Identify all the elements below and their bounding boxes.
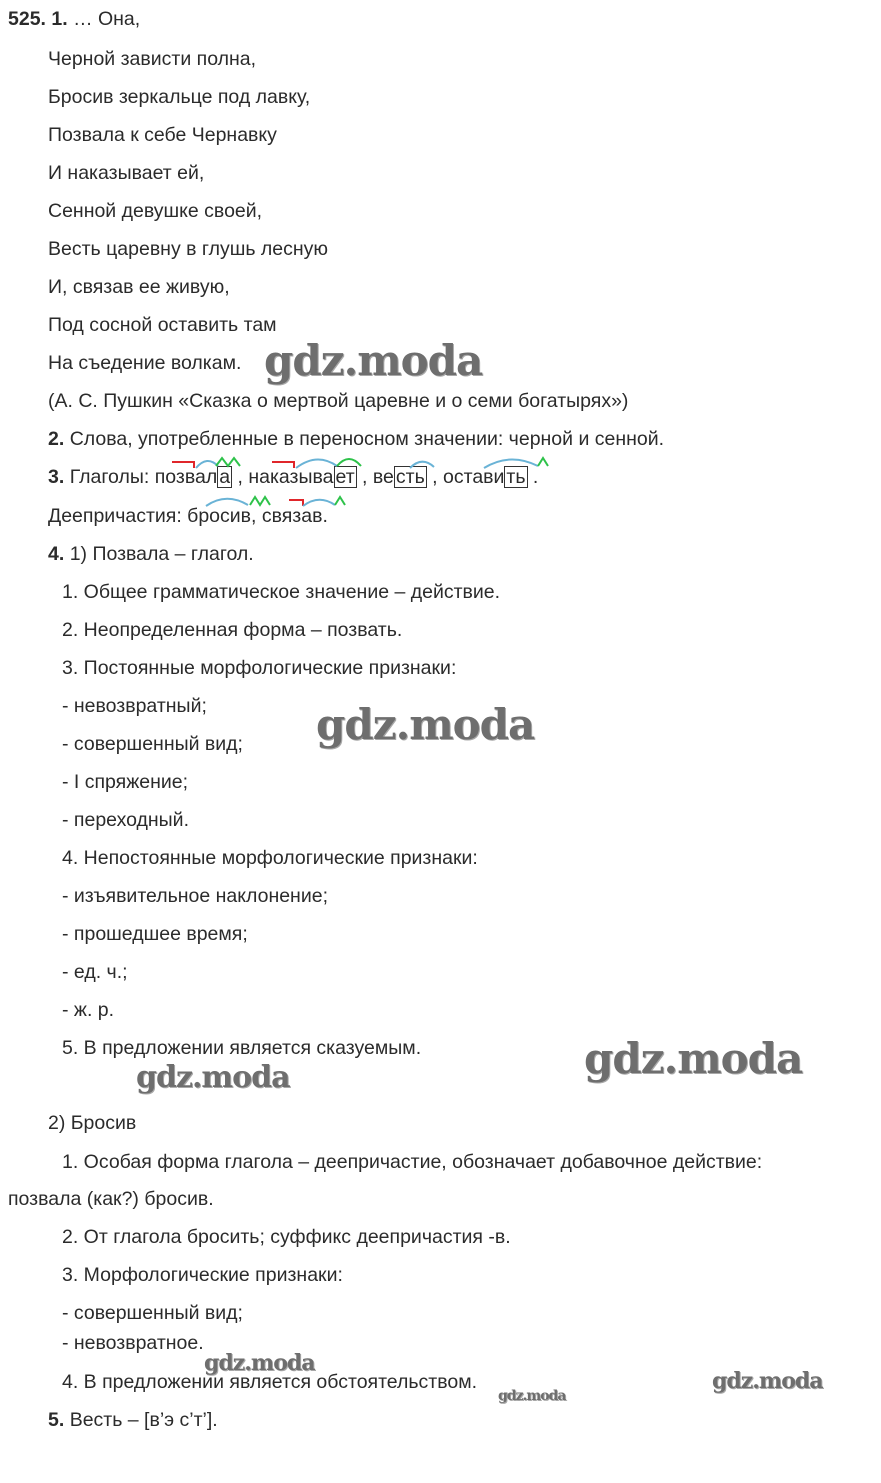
part4-b-title: 2) Бросив <box>48 1112 137 1134</box>
list-item: 4. Непостоянные морфологические признаки: <box>62 847 478 869</box>
watermark: gdz.moda <box>136 1060 290 1095</box>
list-item: - совершенный вид; <box>62 733 243 755</box>
poem-line: Черной зависти полна, <box>48 48 257 70</box>
exercise-number: 525. <box>8 8 46 30</box>
verb-ending: сть <box>395 466 425 488</box>
part4-title <box>48 542 254 566</box>
root-arc <box>296 459 337 468</box>
suffix-mark <box>337 459 361 466</box>
verbs-label: Глаголы: <box>69 466 150 488</box>
watermark: gdz.moda <box>204 1350 315 1376</box>
part1-number: 1. <box>51 8 68 30</box>
list-item: - изъявительное наклонение; <box>62 885 328 907</box>
part3-verbs-line: 3. Глаголы: позвал а , наказыва ет , ве сть , остави ть . <box>48 466 539 488</box>
part2-text: Слова, употребленные в переносном значении: черной и сенной. <box>69 428 665 450</box>
list-item: 2. От глагола бросить; суффикс деепричастия -в. <box>62 1226 511 1248</box>
list-item: - совершенный вид; <box>62 1302 243 1324</box>
poem-line: Сенной девушке своей, <box>48 200 263 222</box>
root-arc <box>196 461 218 468</box>
verb-ending: а <box>219 466 231 488</box>
watermark: gdz.moda <box>498 1388 566 1404</box>
poem-line: Весть царевну в глушь лесную <box>48 238 329 260</box>
prefix-mark <box>172 462 194 468</box>
poem-line: И наказывает ей, <box>48 162 205 184</box>
list-item: 5. В предложении является сказуемым. <box>62 1037 422 1059</box>
verb-ending: ет <box>335 466 355 488</box>
part4-number: 4. <box>48 543 65 565</box>
list-item: - невозвратный; <box>62 695 207 717</box>
part2-number: 2. <box>48 428 65 450</box>
poem-line: Бросив зеркальце под лавку, <box>48 86 311 108</box>
poem-line: … Она, <box>73 8 141 30</box>
poem-line: На съедение волкам. <box>48 352 242 374</box>
part3-number: 3. <box>48 466 65 488</box>
list-item: - ед. ч.; <box>62 961 128 983</box>
root-arc <box>484 459 538 468</box>
root-arc <box>206 499 248 506</box>
verb-stem: позвал <box>154 466 218 488</box>
list-item: - переходный. <box>62 809 189 831</box>
list-item: - ж. р. <box>62 999 115 1021</box>
part5 <box>48 1408 218 1432</box>
suffix-mark <box>216 458 240 466</box>
list-item: 3. Постоянные морфологические признаки: <box>62 657 457 679</box>
poem-line: И, связав ее живую, <box>48 276 230 298</box>
suffix-mark <box>538 458 548 466</box>
list-item: 4. В предложении является обстоятельством. <box>62 1371 478 1393</box>
list-item: - невозвратное. <box>62 1332 204 1354</box>
watermark: gdz.moda <box>584 1034 803 1083</box>
watermark: gdz.moda <box>264 336 483 385</box>
list-item: 1. Особая форма глагола – деепричастие, обозначает добавочное действие: <box>62 1151 763 1173</box>
watermark: gdz.moda <box>712 1368 823 1394</box>
prefix-mark <box>272 462 294 468</box>
verb-stem: наказыва <box>248 466 334 488</box>
suffix-mark <box>250 497 270 505</box>
part5-number: 5. <box>48 1409 65 1431</box>
prefix-mark <box>289 500 303 506</box>
root-arc <box>410 462 434 468</box>
verb-stem: остави <box>443 466 505 488</box>
poem-line: Позвала к себе Чернавку <box>48 124 277 146</box>
list-item: 3. Морфологические признаки: <box>62 1264 343 1286</box>
participles-line: Деепричастия: бросив, связав. <box>48 505 328 527</box>
root-arc <box>303 500 335 506</box>
verb-stem: ве <box>372 466 394 488</box>
part5-text: Весть – [в’э с’т’]. <box>69 1409 218 1431</box>
list-item-continued: позвала (как?) бросив. <box>8 1188 214 1210</box>
poem-line: Под сосной оставить там <box>48 314 277 336</box>
list-item: - I спряжение; <box>62 771 189 793</box>
list-item: 1. Общее грамматическое значение – действие. <box>62 581 501 603</box>
list-item: - прошедшее время; <box>62 923 248 945</box>
list-item: 2. Неопределенная форма – позвать. <box>62 619 403 641</box>
suffix-mark <box>335 497 345 505</box>
poem-source: (А. С. Пушкин «Сказка о мертвой царевне и о семи богатырях») <box>48 390 629 412</box>
verb-ending: ть <box>506 466 526 488</box>
watermark: gdz.moda <box>316 700 535 749</box>
part4-a-title: 1) Позвала – глагол. <box>69 543 254 565</box>
